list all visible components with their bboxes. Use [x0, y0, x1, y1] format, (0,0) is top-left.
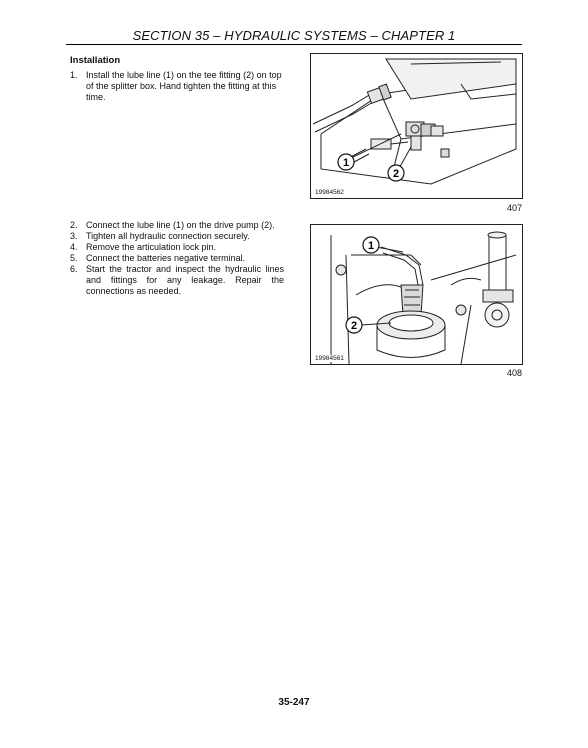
- lube-line-tee-fitting-illustration: [311, 54, 522, 198]
- list-item: [70, 242, 284, 253]
- list-item: [70, 264, 284, 297]
- step-number: 6.: [70, 264, 78, 274]
- figure-number: 407: [506, 203, 522, 213]
- step-number: 2.: [70, 220, 78, 230]
- step-text: Connect the lube line (1) on the drive pump (2).: [86, 220, 275, 230]
- callout-1-label: 1: [367, 240, 375, 252]
- step-number: 5.: [70, 253, 78, 263]
- figure-id: 19984562: [315, 189, 344, 196]
- callout-2-label: 2: [350, 320, 358, 332]
- page-number: 35-247: [278, 697, 310, 708]
- figure-id: 19984561: [315, 355, 344, 362]
- steps-list-1: [70, 70, 286, 103]
- figure-number: 408: [506, 368, 522, 378]
- callout-2-label: 2: [392, 168, 400, 180]
- step-text: Start the tractor and inspect the hydraulic lines and fittings for any leakage. Repair the connections as needed.: [86, 264, 284, 296]
- list-item: [70, 220, 284, 231]
- section-title: Installation: [70, 55, 121, 66]
- figure-408: [310, 224, 523, 365]
- step-text: Remove the articulation lock pin.: [86, 242, 217, 252]
- step-number: 4.: [70, 242, 78, 252]
- step-number: 1.: [70, 70, 78, 80]
- figure-407: [310, 53, 523, 199]
- step-number: 3.: [70, 231, 78, 241]
- callout-1-label: 1: [342, 157, 350, 169]
- step-text: Install the lube line (1) on the tee fitting (2) on top of the splitter box. Hand tighten the fitting at this time.: [86, 70, 282, 102]
- list-item: [70, 253, 284, 264]
- step-text: Tighten all hydraulic connection securely.: [86, 231, 250, 241]
- lube-line-drive-pump-illustration: [311, 225, 522, 364]
- step-text: Connect the batteries negative terminal.: [86, 253, 246, 263]
- header-rule: [66, 44, 522, 45]
- section-header: SECTION 35 – HYDRAULIC SYSTEMS – CHAPTER 1: [132, 28, 456, 43]
- steps-list-2: [70, 220, 284, 297]
- list-item: [70, 70, 286, 103]
- list-item: [70, 231, 284, 242]
